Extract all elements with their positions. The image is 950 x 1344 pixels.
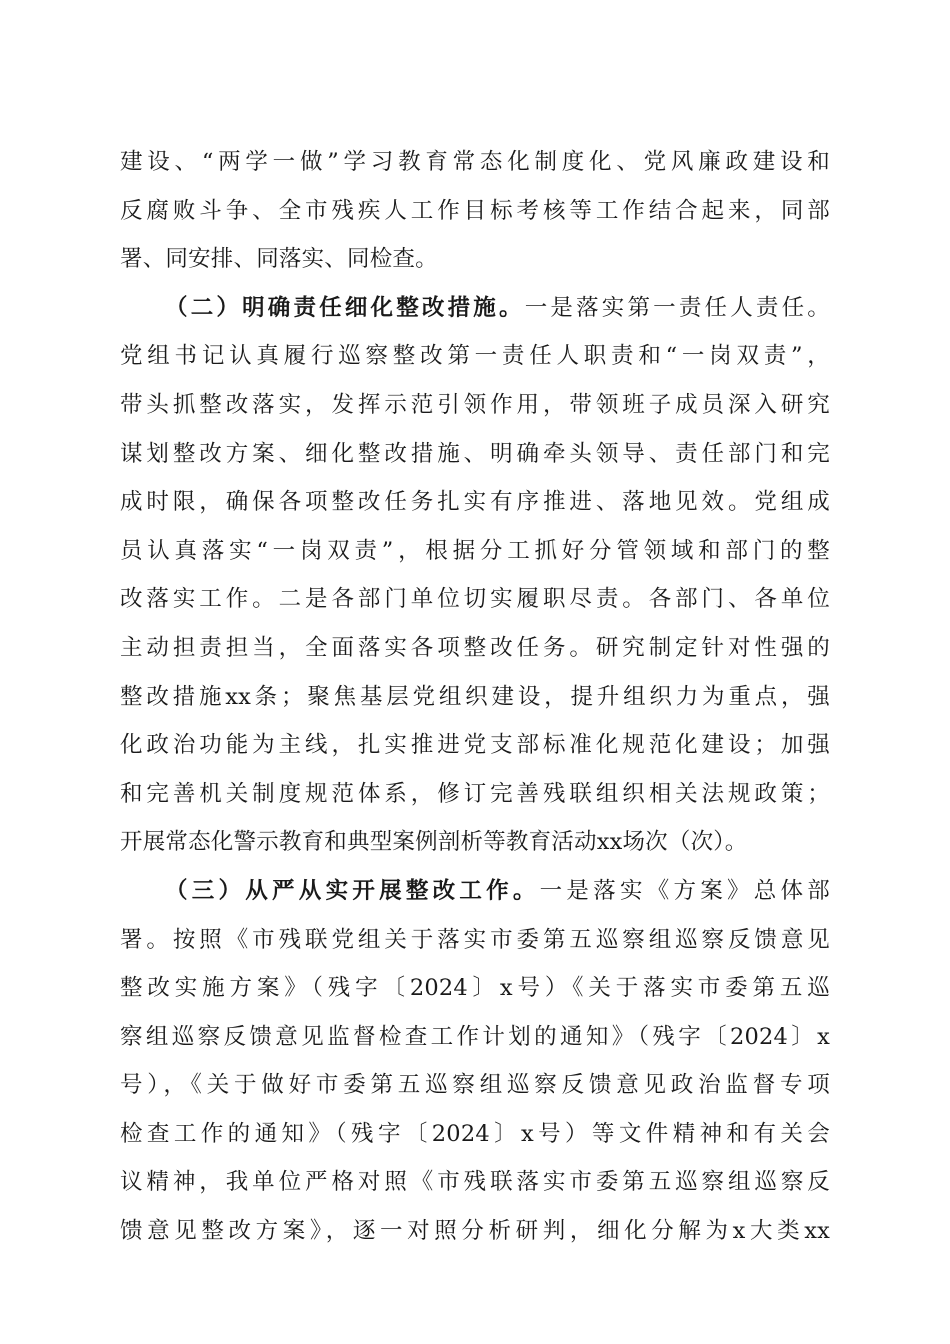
text-line: 化政治功能为主线，扎实推进党支部标准化规范化建设；加强 [120,732,830,759]
text-line: 号），《关于做好市委第五巡察组巡察反馈意见政治监督专项 [120,1072,830,1099]
text-line: 署。按照《市残联党组关于落实市委第五巡察组巡察反馈意见 [120,926,830,953]
document-body [120,138,830,1256]
text-line: 整改措施xx条；聚焦基层党组织建设，提升组织力为重点，强 [120,683,830,710]
paragraph-2 [120,284,830,867]
text-line: 主动担责担当，全面落实各项整改任务。研究制定针对性强的 [120,634,830,661]
text-line: 检查工作的通知》（残字〔2024〕x号）等文件精神和有关会 [120,1120,830,1147]
text-line: 建设、“两学一做”学习教育常态化制度化、党风廉政建设和 [120,149,830,175]
text-line: 党组书记认真履行巡察整改第一责任人职责和“一岗双责”， [120,343,830,370]
text-line: 议精神，我单位严格对照《市残联落实市委第五巡察组巡察反 [120,1169,830,1196]
paragraph-1 [120,138,830,284]
section-heading-3: （三）从严从实开展整改工作。 [165,877,540,904]
text-line: 和完善机关制度规范体系，修订完善残联组织相关法规政策； [120,780,830,807]
text-line [120,867,830,916]
paragraph-3 [120,867,830,1256]
text-run: 一是落实《方案》总体部 [539,877,830,904]
text-line: 改落实工作。二是各部门单位切实履职尽责。各部门、各单位 [120,586,830,613]
text-line: 开展常态化警示教育和典型案例剖析等教育活动xx场次（次）。 [120,829,748,856]
text-line [120,284,830,333]
text-line: 整改实施方案》（残字〔2024〕x号）《关于落实市委第五巡 [120,975,830,1002]
text-line: 带头抓整改落实，发挥示范引领作用，带领班子成员深入研究 [120,391,830,418]
text-line: 馈意见整改方案》，逐一对照分析研判，细化分解为x大类xx [120,1218,830,1245]
text-line: 成时限，确保各项整改任务扎实有序推进、落地见效。党组成 [120,489,830,516]
text-line: 署、同安排、同落实、同检查。 [120,246,438,273]
text-run: 一是落实第一责任人责任。 [524,294,830,321]
text-line: 谋划整改方案、细化整改措施、明确牵头领导、责任部门和完 [120,440,830,467]
text-line: 员认真落实“一岗双责”，根据分工抓好分管领域和部门的整 [120,537,830,564]
section-heading-2: （二）明确责任细化整改措施。 [165,294,525,321]
text-line: 察组巡察反馈意见监督检查工作计划的通知》（残字〔2024〕x [120,1023,830,1050]
text-line: 反腐败斗争、全市残疾人工作目标考核等工作结合起来，同部 [120,197,830,224]
